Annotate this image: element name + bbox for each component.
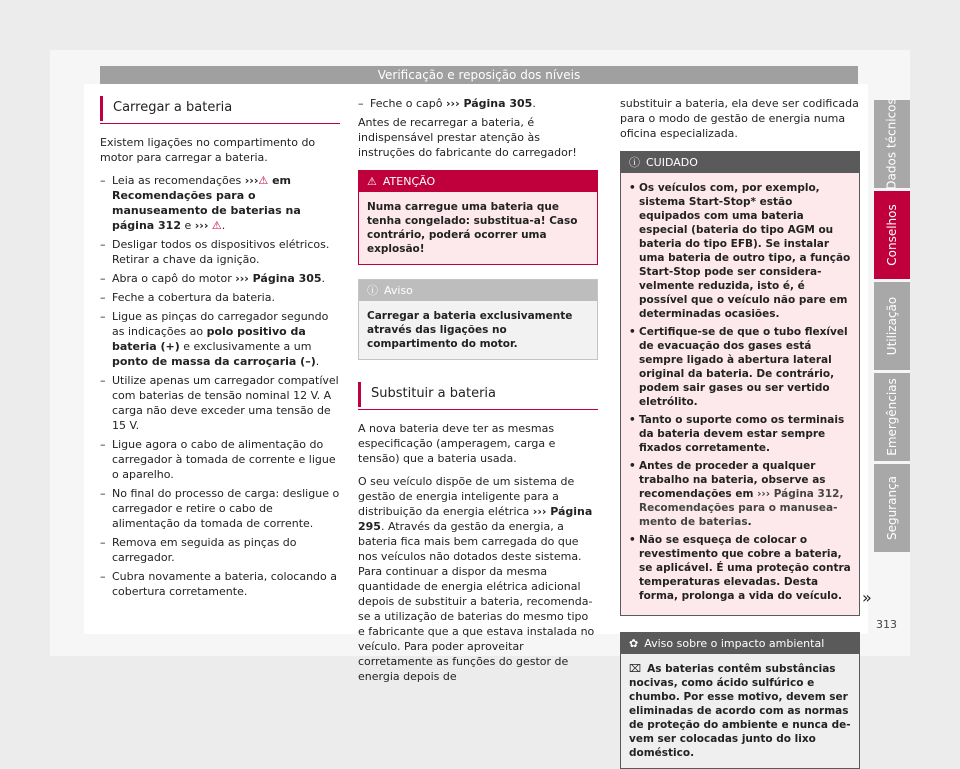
link-recomendacoes[interactable]: em Recomendações para o manuseamento de baterias na página 312	[112, 174, 301, 232]
para-especificacao: A nova bateria deve ter as mesmas especificação (amperagem, carga e tensão) que a bateria usada.	[358, 422, 556, 465]
cuidado-item-2: • Certifique-se de que o tubo flexível de evacuação dos gases está sempre ligado à abertura lateral original da bateria. De contrário, podem sair gases ou ser vertido eletrólito.	[629, 325, 851, 409]
link-pagina-312[interactable]: ››› Página 312, Recomendações para o manuseamento de baterias	[639, 488, 844, 528]
cuidado-item-3: • Tanto o suporte como os terminais da bateria devem estar sempre fixados corretamente.	[629, 413, 851, 455]
link-pagina-305-b[interactable]: ››› Página 305	[446, 97, 533, 110]
atencao-box	[358, 170, 598, 265]
column-3	[620, 96, 860, 769]
step-5: – Ligue as pinças do carregador segundo as indicações ao polo positivo da bateria (+) e exclusivamente a um ponto de massa da carroçaria (–).	[100, 309, 340, 369]
aviso-title: Aviso	[384, 284, 413, 297]
env-title: Aviso sobre o impacto ambiental	[644, 637, 825, 650]
aviso-box	[358, 279, 598, 360]
para-codificada: substituir a bateria, ela deve ser codificada para o modo de gestão de energia numa oficina especializada.	[620, 97, 859, 140]
info-icon: ⓘ	[367, 284, 378, 297]
step-8: – No final do processo de carga: desligue o carregador e retire o cabo de alimentação da tomada de corrente.	[100, 486, 340, 531]
cuidado-item-4: • Antes de proceder a qualquer trabalho na bateria, observe as recomendações em ››› Página 312, Recomendações para o manuseamento de baterias.	[629, 459, 851, 529]
step-9: – Remova em seguida as pinças do carregador.	[100, 535, 340, 565]
link-pagina-295[interactable]: ››› Página 295	[358, 505, 593, 533]
cuidado-box	[620, 151, 860, 616]
intro-text: Existem ligações no compartimento do motor para carregar a bateria.	[100, 136, 316, 164]
tab-emergencias[interactable]: Emergências	[874, 373, 910, 461]
cuidado-item-5: • Não se esqueça de colocar o revestimento que cobre a bateria, se aplicável. É uma proteção contra temperaturas elevadas. Desta forma, prolonga a vida do veículo.	[629, 533, 851, 603]
step-11: – Feche o capô ››› Página 305.	[358, 96, 598, 111]
leaf-icon: ✿	[629, 637, 639, 650]
tab-seguranca[interactable]: Segurança	[874, 464, 910, 552]
warning-icon: ⚠	[258, 174, 269, 187]
step-1: – Leia as recomendações ›››⚠ em Recomendações para o manuseamento de baterias na página 312 e ››› ⚠.	[100, 173, 340, 233]
warning-icon: ⚠	[211, 219, 222, 232]
column-1	[100, 96, 340, 603]
page-header: Verificação e reposição dos níveis	[100, 66, 858, 84]
para-gestao: O seu veículo dispõe de um sistema de gestão de energia inteligente para a distribuição da energia elétrica ››› Página 295. Através da gestão da energia, a bateria fica mais bem carregada do que nos veículos não dotados deste sistema. Para continuar a dispor da mesma quantidade de energia elétrica adicional depois de substituir a bateria, recomenda-se a utilização de baterias do mesmo tipo e fabricante que a que estava instalada no veículo. Para poder aproveitar corretamente as funções do gestor de energia depois de	[358, 475, 595, 683]
aviso-text: Carregar a bateria exclusivamente através das ligações no compartimento do motor.	[359, 301, 597, 359]
page-number: 313	[876, 618, 897, 631]
step-2: – Desligar todos os dispositivos elétricos. Retirar a chave da ignição.	[100, 237, 340, 267]
cuidado-item-1: • Os veículos com, por exemplo, sistema Start-Stop* estão equipados com uma bateria especial (bateria do tipo AGM ou bateria do tipo EFB). Se instalar uma bateria de outro tipo, a função Start-Stop pode ser consideravelmente reduzida, isto é, é possível que o veículo não pare em determinadas ocasiões.	[629, 181, 851, 321]
step-10: – Cubra novamente a bateria, colocando a cobertura corretamente.	[100, 569, 340, 599]
section-title-carregar: Carregar a bateria	[100, 96, 340, 121]
env-box	[620, 632, 860, 769]
next-page-marker: »	[862, 588, 872, 607]
tab-conselhos[interactable]: Conselhos	[874, 191, 910, 279]
section-title-substituir: Substituir a bateria	[358, 382, 598, 407]
link-pagina-305[interactable]: ››› Página 305	[235, 272, 322, 285]
para-fabricante: Antes de recarregar a bateria, é indispensável prestar atenção às instruções do fabricante do carregador!	[358, 116, 577, 159]
step-6: – Utilize apenas um carregador compatível com baterias de tensão nominal 12 V. A carga não deve exceder uma tensão de 15 V.	[100, 373, 340, 433]
tab-utilizacao[interactable]: Utilização	[874, 282, 910, 370]
caution-icon: ⓘ	[629, 156, 640, 169]
atencao-title: ATENÇÃO	[382, 175, 436, 188]
step-3: – Abra o capô do motor ››› Página 305.	[100, 271, 340, 286]
cuidado-title: CUIDADO	[646, 156, 698, 169]
warning-icon: ⚠	[367, 175, 377, 188]
atencao-text: Numa carregue uma bateria que tenha congelado: substitua-a! Caso contrário, poderá ocorrer uma explosão!	[359, 192, 597, 264]
tab-dados-tecnicos[interactable]: Dados técnicos	[874, 100, 910, 188]
step-4: – Feche a cobertura da bateria.	[100, 290, 340, 305]
step-7: – Ligue agora o cabo de alimentação do carregador à tomada de corrente e ligue o aparelho.	[100, 437, 340, 482]
env-text: As baterias contêm substâncias nocivas, como ácido sulfúrico e chumbo. Por esse motivo, devem ser eliminadas de acordo com as normas de proteção do ambiente e nunca devem ser colocadas junto do lixo doméstico.	[629, 663, 851, 759]
side-tabs	[874, 100, 910, 555]
column-2	[358, 96, 598, 692]
recycle-bin-icon: ⌧	[629, 663, 642, 675]
